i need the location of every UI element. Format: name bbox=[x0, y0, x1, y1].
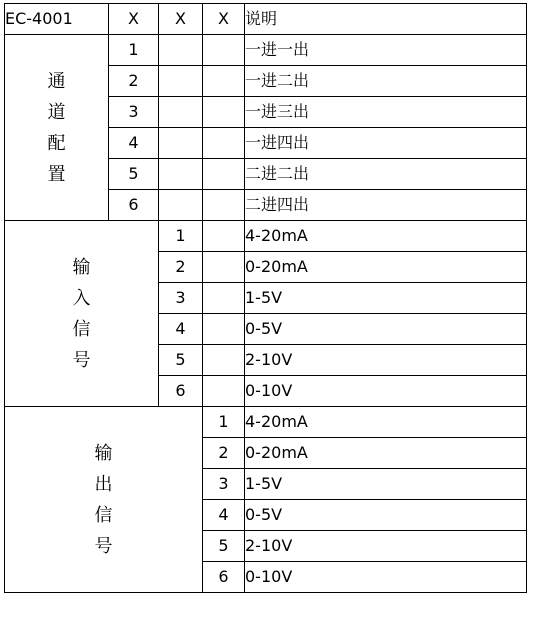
output-signal-label: 输出信号 bbox=[94, 442, 113, 557]
empty-cell bbox=[159, 190, 203, 221]
input-desc-cell: 2-10V bbox=[245, 345, 527, 376]
header-x1-cell: X bbox=[109, 4, 159, 35]
empty-cell bbox=[203, 97, 245, 128]
output-code-cell: 2 bbox=[203, 438, 245, 469]
table-row bbox=[5, 35, 527, 66]
output-desc-cell: 0-20mA bbox=[245, 438, 527, 469]
input-signal-label-cell bbox=[5, 221, 159, 407]
empty-cell bbox=[203, 35, 245, 66]
empty-cell bbox=[159, 97, 203, 128]
channel-desc-cell: 一进一出 bbox=[245, 35, 527, 66]
output-desc-cell: 2-10V bbox=[245, 531, 527, 562]
output-code-cell: 1 bbox=[203, 407, 245, 438]
input-code-cell: 3 bbox=[159, 283, 203, 314]
input-desc-cell: 4-20mA bbox=[245, 221, 527, 252]
channel-code-cell: 5 bbox=[109, 159, 159, 190]
output-code-cell: 6 bbox=[203, 562, 245, 593]
input-code-cell: 4 bbox=[159, 314, 203, 345]
channel-desc-cell: 二进二出 bbox=[245, 159, 527, 190]
empty-cell bbox=[203, 376, 245, 407]
channel-desc-cell: 一进三出 bbox=[245, 97, 527, 128]
output-code-cell: 5 bbox=[203, 531, 245, 562]
output-desc-cell: 4-20mA bbox=[245, 407, 527, 438]
header-description-cell: 说明 bbox=[245, 4, 527, 35]
channel-code-cell: 2 bbox=[109, 66, 159, 97]
output-desc-cell: 0-10V bbox=[245, 562, 527, 593]
empty-cell bbox=[203, 159, 245, 190]
channel-code-cell: 4 bbox=[109, 128, 159, 159]
channel-code-cell: 3 bbox=[109, 97, 159, 128]
output-signal-label-cell bbox=[5, 407, 203, 593]
table-row bbox=[5, 221, 527, 252]
model-code-cell: EC-4001 bbox=[5, 4, 109, 35]
header-row bbox=[5, 4, 527, 35]
empty-cell bbox=[159, 159, 203, 190]
channel-code-cell: 1 bbox=[109, 35, 159, 66]
input-desc-cell: 0-20mA bbox=[245, 252, 527, 283]
empty-cell bbox=[203, 345, 245, 376]
header-x3-cell: X bbox=[203, 4, 245, 35]
output-code-cell: 4 bbox=[203, 500, 245, 531]
channel-config-label: 通道配置 bbox=[47, 70, 66, 185]
empty-cell bbox=[203, 252, 245, 283]
empty-cell bbox=[203, 190, 245, 221]
output-desc-cell: 0-5V bbox=[245, 500, 527, 531]
empty-cell bbox=[203, 221, 245, 252]
empty-cell bbox=[203, 66, 245, 97]
empty-cell bbox=[203, 128, 245, 159]
channel-desc-cell: 一进二出 bbox=[245, 66, 527, 97]
empty-cell bbox=[159, 128, 203, 159]
output-code-cell: 3 bbox=[203, 469, 245, 500]
input-desc-cell: 1-5V bbox=[245, 283, 527, 314]
input-code-cell: 2 bbox=[159, 252, 203, 283]
input-desc-cell: 0-5V bbox=[245, 314, 527, 345]
empty-cell bbox=[203, 314, 245, 345]
model-spec-table bbox=[4, 3, 527, 593]
input-desc-cell: 0-10V bbox=[245, 376, 527, 407]
input-signal-label: 输入信号 bbox=[72, 256, 91, 371]
empty-cell bbox=[159, 66, 203, 97]
channel-desc-cell: 二进四出 bbox=[245, 190, 527, 221]
empty-cell bbox=[159, 35, 203, 66]
channel-desc-cell: 一进四出 bbox=[245, 128, 527, 159]
input-code-cell: 5 bbox=[159, 345, 203, 376]
output-desc-cell: 1-5V bbox=[245, 469, 527, 500]
input-code-cell: 6 bbox=[159, 376, 203, 407]
channel-config-label-cell bbox=[5, 35, 109, 221]
table-row bbox=[5, 407, 527, 438]
empty-cell bbox=[203, 283, 245, 314]
header-x2-cell: X bbox=[159, 4, 203, 35]
channel-code-cell: 6 bbox=[109, 190, 159, 221]
input-code-cell: 1 bbox=[159, 221, 203, 252]
